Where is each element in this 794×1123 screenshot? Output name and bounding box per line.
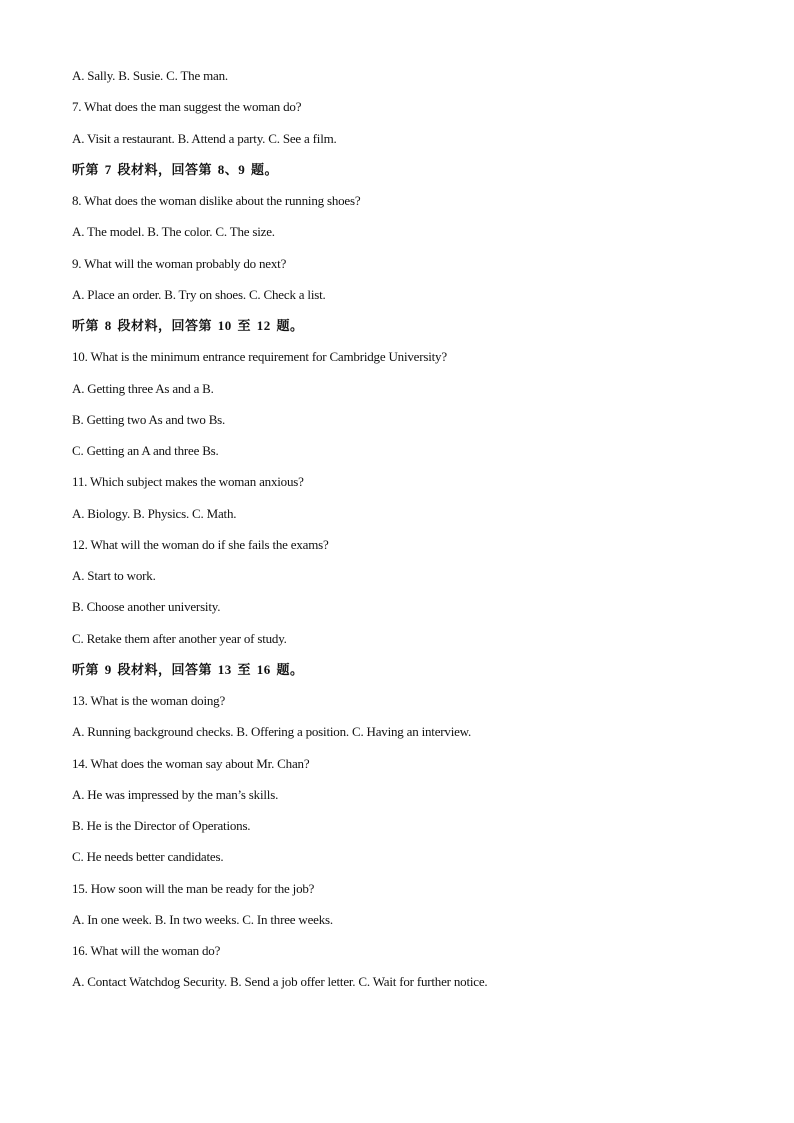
option-q14-a: A. He was impressed by the man’s skills. — [72, 786, 279, 802]
option-q12-c: C. Retake them after another year of study. — [72, 630, 287, 646]
option-q10-b: B. Getting two As and two Bs. — [72, 411, 226, 427]
question-7: 7. What does the man suggest the woman do? — [72, 99, 302, 115]
option-line-q9: A. Place an order. B. Try on shoes. C. Check a list. — [72, 286, 326, 302]
section-heading-7: 听第 7 段材料，回答第 8、9 题。 — [72, 161, 279, 177]
question-12: 12. What will the woman do if she fails the exams? — [72, 536, 329, 552]
question-14: 14. What does the woman say about Mr. Chan? — [72, 755, 310, 771]
option-q12-b: B. Choose another university. — [72, 599, 221, 615]
option-line-q7: A. Visit a restaurant. B. Attend a party. C. See a film. — [72, 130, 337, 146]
option-line-q15: A. In one week. B. In two weeks. C. In three weeks. — [72, 911, 333, 927]
option-line-q16: A. Contact Watchdog Security. B. Send a job offer letter. C. Wait for further notice. — [72, 974, 488, 990]
option-q14-c: C. He needs better candidates. — [72, 849, 224, 865]
question-8: 8. What does the woman dislike about the running shoes? — [72, 193, 361, 208]
question-15: 15. How soon will the man be ready for the job? — [72, 880, 315, 896]
question-9: 9. What will the woman probably do next? — [72, 255, 287, 271]
section-heading-8: 听第 8 段材料，回答第 10 至 12 题。 — [72, 318, 304, 333]
option-line-q13: A. Running background checks. B. Offering a position. C. Having an interview. — [72, 724, 472, 740]
question-10: 10. What is the minimum entrance requirement for Cambridge University? — [72, 349, 447, 365]
section-heading-9: 听第 9 段材料，回答第 13 至 16 题。 — [72, 661, 304, 677]
question-13: 13. What is the woman doing? — [72, 693, 226, 708]
option-q10-a: A. Getting three As and a B. — [72, 380, 214, 396]
option-q12-a: A. Start to work. — [72, 568, 156, 583]
option-line-q6: A. Sally. B. Susie. C. The man. — [72, 68, 228, 83]
option-line-q8: A. The model. B. The color. C. The size. — [72, 224, 275, 240]
option-line-q11: A. Biology. B. Physics. C. Math. — [72, 505, 237, 521]
document-page — [72, 66, 752, 1004]
question-16: 16. What will the woman do? — [72, 943, 221, 958]
option-q14-b: B. He is the Director of Operations. — [72, 818, 251, 833]
option-q10-c: C. Getting an A and three Bs. — [72, 443, 219, 458]
question-11: 11. Which subject makes the woman anxious? — [72, 474, 304, 490]
